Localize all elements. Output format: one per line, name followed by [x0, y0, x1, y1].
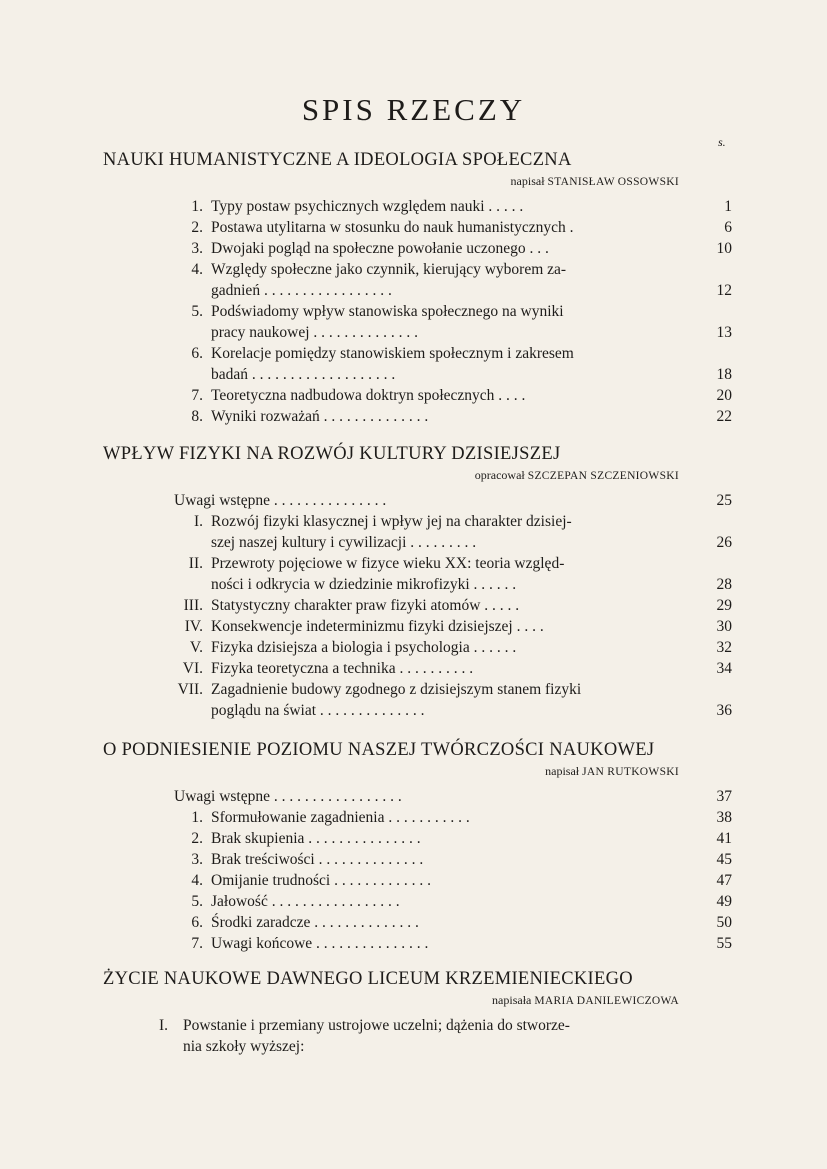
toc-entry — [0, 851, 827, 872]
toc-entry — [0, 345, 827, 387]
author-prefix: napisała — [492, 993, 532, 1007]
author-prefix: napisał — [545, 764, 580, 778]
section-title: WPŁYW FIZYKI NA ROZWÓJ KULTURY DZISIEJSZEJ — [103, 444, 561, 464]
entry-text: Wyniki rozważań . . . . . . . . . . . . . . — [211, 408, 429, 425]
entry-number: 8. — [191, 408, 203, 425]
toc-entry — [0, 788, 827, 809]
entry-text: Powstanie i przemiany ustrojowe uczelni; dążenia do stworze- — [183, 1017, 570, 1034]
entry-text: Brak treściwości . . . . . . . . . . . . . . — [211, 851, 424, 868]
toc-entry — [0, 893, 827, 914]
entry-number: 4. — [191, 872, 203, 889]
entry-text: Korelacje pomiędzy stanowiskiem społecznym i zakresem — [211, 345, 574, 362]
entry-text: Statystyczny charakter praw fizyki atomów . . . . . — [211, 597, 520, 614]
toc-entry — [0, 618, 827, 639]
toc-entry — [0, 303, 827, 345]
entry-number: 1. — [191, 809, 203, 826]
entry-text: Postawa utylitarna w stosunku do nauk humanistycznych . — [211, 219, 574, 236]
toc-entry — [0, 1017, 827, 1059]
toc-entry — [0, 809, 827, 830]
entry-text: Podświadomy wpływ stanowiska społecznego na wyniki — [211, 303, 564, 320]
entry-text: Uwagi wstępne . . . . . . . . . . . . . . . — [174, 492, 387, 509]
entry-page-number: 28 — [716, 576, 732, 593]
entry-text: pracy naukowej . . . . . . . . . . . . . . — [211, 324, 419, 341]
entry-page-number: 50 — [716, 914, 732, 931]
entry-number: 5. — [191, 303, 203, 320]
entry-page-number: 20 — [716, 387, 732, 404]
entry-text: poglądu na świat . . . . . . . . . . . . . . — [211, 702, 425, 719]
toc-entry — [0, 219, 827, 240]
entry-page-number: 10 — [716, 240, 732, 257]
entry-text: Brak skupienia . . . . . . . . . . . . . . . — [211, 830, 421, 847]
entry-list — [0, 492, 827, 723]
entry-text: badań . . . . . . . . . . . . . . . . . . . — [211, 366, 396, 383]
toc-entry — [0, 660, 827, 681]
entry-page-number: 37 — [716, 788, 732, 805]
entry-page-number: 12 — [716, 282, 732, 299]
page-title: SPIS RZECZY — [301, 92, 526, 127]
toc-entry — [0, 492, 827, 513]
entry-number: 1. — [191, 198, 203, 215]
entry-page-number: 22 — [716, 408, 732, 425]
section-author — [545, 764, 679, 779]
entry-number: 2. — [191, 219, 203, 236]
entry-list — [0, 788, 827, 956]
entry-number: I. — [158, 1017, 168, 1034]
author-name: STANISŁAW OSSOWSKI — [547, 176, 679, 188]
toc-entry — [0, 513, 827, 555]
entry-text: Środki zaradcze . . . . . . . . . . . . . . — [211, 914, 419, 931]
entry-text: Sformułowanie zagadnienia . . . . . . . . . . . — [211, 809, 470, 826]
toc-entry — [0, 198, 827, 219]
entry-page-number: 47 — [716, 872, 732, 889]
entry-number: II. — [188, 555, 203, 572]
entry-text: Omijanie trudności . . . . . . . . . . . . . — [211, 872, 431, 889]
entry-text: szej naszej kultury i cywilizacji . . . . . . . . . — [211, 534, 477, 551]
entry-page-number: 36 — [716, 702, 732, 719]
entry-number: 7. — [191, 935, 203, 952]
section-title: ŻYCIE NAUKOWE DAWNEGO LICEUM KRZEMIENIECKIEGO — [103, 969, 633, 989]
toc-entry — [0, 261, 827, 303]
entry-number: 6. — [191, 345, 203, 362]
entry-text: Zagadnienie budowy zgodnego z dzisiejszym stanem fizyki — [211, 681, 582, 698]
entry-page-number: 38 — [716, 809, 732, 826]
entry-text: Fizyka teoretyczna a technika . . . . . . . . . . — [211, 660, 474, 677]
entry-text: ności i odkrycia w dziedzinie mikrofizyki . . . . . . — [211, 576, 517, 593]
entry-text: Konsekwencje indeterminizmu fizyki dzisiejszej . . . . — [211, 618, 544, 635]
entry-number: 2. — [191, 830, 203, 847]
entry-text: Teoretyczna nadbudowa doktryn społecznych . . . . — [211, 387, 526, 404]
entry-number: IV. — [184, 618, 203, 635]
entry-number: III. — [183, 597, 203, 614]
toc-entry — [0, 597, 827, 618]
section-title: NAUKI HUMANISTYCZNE A IDEOLOGIA SPOŁECZNA — [103, 150, 572, 170]
entry-text: Względy społeczne jako czynnik, kierujący wyborem za- — [211, 261, 567, 278]
toc-entry — [0, 408, 827, 429]
entry-text: Dwojaki pogląd na społeczne powołanie uczonego . . . — [211, 240, 549, 257]
entry-number: 6. — [191, 914, 203, 931]
entry-page-number: 25 — [716, 492, 732, 509]
section-author — [511, 174, 679, 189]
toc-entry — [0, 639, 827, 660]
entry-list — [0, 1017, 827, 1059]
entry-page-number: 29 — [716, 597, 732, 614]
entry-text: Typy postaw psychicznych względem nauki . . . . . — [211, 198, 524, 215]
author-name: JAN RUTKOWSKI — [582, 766, 679, 778]
entry-page-number: 49 — [716, 893, 732, 910]
entry-number: 3. — [191, 240, 203, 257]
entry-number: 3. — [191, 851, 203, 868]
author-prefix: opracował — [474, 468, 525, 482]
entry-page-number: 1 — [724, 198, 732, 215]
toc-entry — [0, 914, 827, 935]
section-author — [475, 468, 679, 483]
author-prefix: napisał — [510, 174, 545, 188]
section-title: O PODNIESIENIE POZIOMU NASZEJ TWÓRCZOŚCI NAUKOWEJ — [103, 740, 655, 760]
entry-page-number: 32 — [716, 639, 732, 656]
entry-page-number: 41 — [716, 830, 732, 847]
entry-page-number: 13 — [716, 324, 732, 341]
entry-text: Fizyka dzisiejsza a biologia i psychologia . . . . . . — [211, 639, 517, 656]
section-author — [492, 993, 679, 1008]
entry-number: I. — [193, 513, 203, 530]
entry-number: VII. — [177, 681, 203, 698]
author-name: MARIA DANILEWICZOWA — [534, 995, 679, 1007]
toc-entry — [0, 240, 827, 261]
author-name: SZCZEPAN SZCZENIOWSKI — [527, 470, 679, 482]
entry-page-number: 6 — [724, 219, 732, 236]
toc-entry — [0, 681, 827, 723]
entry-number: 5. — [191, 893, 203, 910]
toc-entry — [0, 555, 827, 597]
entry-text: Uwagi wstępne . . . . . . . . . . . . . . . . . — [174, 788, 402, 805]
entry-number: 7. — [191, 387, 203, 404]
entry-page-number: 34 — [716, 660, 732, 677]
entry-page-number: 30 — [716, 618, 732, 635]
entry-number: V. — [189, 639, 203, 656]
entry-text: Rozwój fizyki klasycznej i wpływ jej na charakter dzisiej- — [211, 513, 572, 530]
page-column-mark: s. — [718, 135, 726, 149]
entry-page-number: 45 — [716, 851, 732, 868]
entry-text: Przewroty pojęciowe w fizyce wieku XX: teoria względ- — [211, 555, 565, 572]
toc-entry — [0, 830, 827, 851]
toc-entry — [0, 935, 827, 956]
entry-text: gadnień . . . . . . . . . . . . . . . . . — [211, 282, 392, 299]
entry-number: 4. — [191, 261, 203, 278]
entry-page-number: 26 — [716, 534, 732, 551]
toc-entry — [0, 872, 827, 893]
entry-page-number: 55 — [716, 935, 732, 952]
entry-list — [0, 198, 827, 429]
entry-text: Jałowość . . . . . . . . . . . . . . . . . — [211, 893, 400, 910]
entry-text: Uwagi końcowe . . . . . . . . . . . . . . . — [211, 935, 429, 952]
toc-entry — [0, 387, 827, 408]
entry-page-number: 18 — [716, 366, 732, 383]
entry-number: VI. — [182, 660, 203, 677]
entry-text: nia szkoły wyższej: — [183, 1038, 305, 1055]
